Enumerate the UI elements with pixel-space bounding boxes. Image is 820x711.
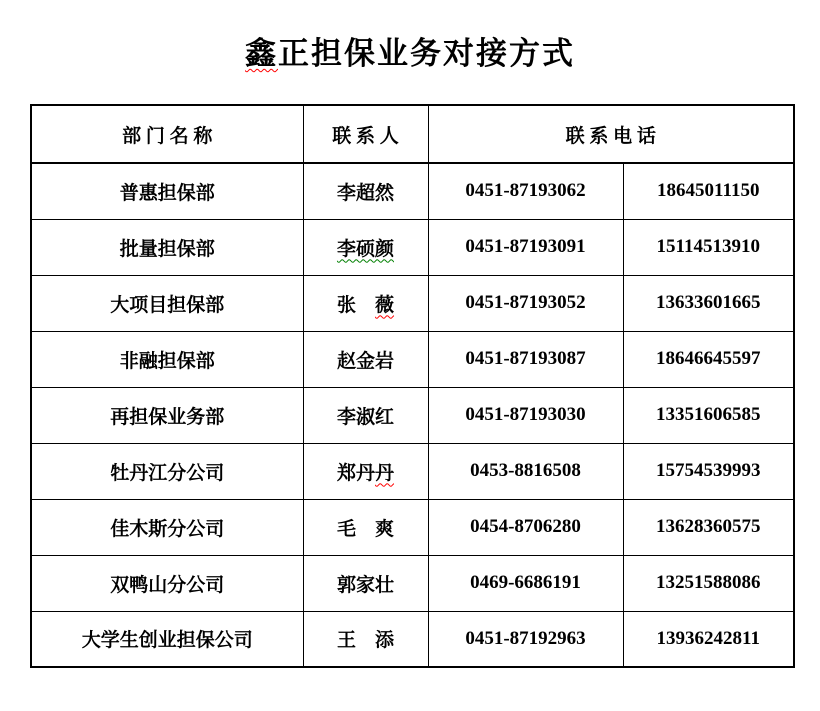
contact-cell: 郭家壮 bbox=[303, 555, 428, 611]
table-row bbox=[31, 219, 794, 275]
contact-cell: 张 薇 bbox=[303, 275, 428, 331]
tel-cell: 0451-87193062 bbox=[428, 163, 623, 219]
dept-cell: 佳木斯分公司 bbox=[31, 499, 303, 555]
tel-cell: 0454-8706280 bbox=[428, 499, 623, 555]
tel-cell: 0453-8816508 bbox=[428, 443, 623, 499]
mobile-cell: 15754539993 bbox=[623, 443, 794, 499]
contact-cell: 李硕颜 bbox=[303, 219, 428, 275]
dept-cell: 牡丹江分公司 bbox=[31, 443, 303, 499]
contact-cell: 赵金岩 bbox=[303, 331, 428, 387]
table-row bbox=[31, 387, 794, 443]
tel-cell: 0451-87193030 bbox=[428, 387, 623, 443]
table-header-row bbox=[31, 105, 794, 163]
page-title bbox=[0, 28, 820, 73]
contact-cell: 毛 爽 bbox=[303, 499, 428, 555]
table-row bbox=[31, 331, 794, 387]
mobile-cell: 18645011150 bbox=[623, 163, 794, 219]
dept-cell: 批量担保部 bbox=[31, 219, 303, 275]
dept-cell: 大项目担保部 bbox=[31, 275, 303, 331]
dept-cell: 普惠担保部 bbox=[31, 163, 303, 219]
mobile-cell: 18646645597 bbox=[623, 331, 794, 387]
contact-cell: 郑丹丹 bbox=[303, 443, 428, 499]
header-contact: 联 系 人 bbox=[303, 105, 428, 163]
mobile-cell: 13628360575 bbox=[623, 499, 794, 555]
mobile-cell: 13936242811 bbox=[623, 611, 794, 667]
header-department: 部 门 名 称 bbox=[31, 105, 303, 163]
dept-cell: 双鸭山分公司 bbox=[31, 555, 303, 611]
tel-cell: 0451-87193052 bbox=[428, 275, 623, 331]
table-row bbox=[31, 611, 794, 667]
dept-cell: 大学生创业担保公司 bbox=[31, 611, 303, 667]
tel-cell: 0451-87193087 bbox=[428, 331, 623, 387]
tel-cell: 0451-87192963 bbox=[428, 611, 623, 667]
table-row bbox=[31, 443, 794, 499]
table-row bbox=[31, 163, 794, 219]
mobile-cell: 13633601665 bbox=[623, 275, 794, 331]
contact-cell: 李淑红 bbox=[303, 387, 428, 443]
dept-cell: 非融担保部 bbox=[31, 331, 303, 387]
mobile-cell: 13351606585 bbox=[623, 387, 794, 443]
tel-cell: 0469-6686191 bbox=[428, 555, 623, 611]
contact-cell: 王 添 bbox=[303, 611, 428, 667]
page-title-highlight: 鑫 bbox=[245, 36, 278, 71]
tel-cell: 0451-87193091 bbox=[428, 219, 623, 275]
contact-table bbox=[30, 104, 795, 668]
dept-cell: 再担保业务部 bbox=[31, 387, 303, 443]
contact-cell: 李超然 bbox=[303, 163, 428, 219]
mobile-cell: 13251588086 bbox=[623, 555, 794, 611]
header-phone: 联 系 电 话 bbox=[428, 105, 794, 163]
table-row bbox=[31, 555, 794, 611]
mobile-cell: 15114513910 bbox=[623, 219, 794, 275]
page-title-rest: 正担保业务对接方式 bbox=[278, 36, 575, 71]
table-row bbox=[31, 275, 794, 331]
table-row bbox=[31, 499, 794, 555]
